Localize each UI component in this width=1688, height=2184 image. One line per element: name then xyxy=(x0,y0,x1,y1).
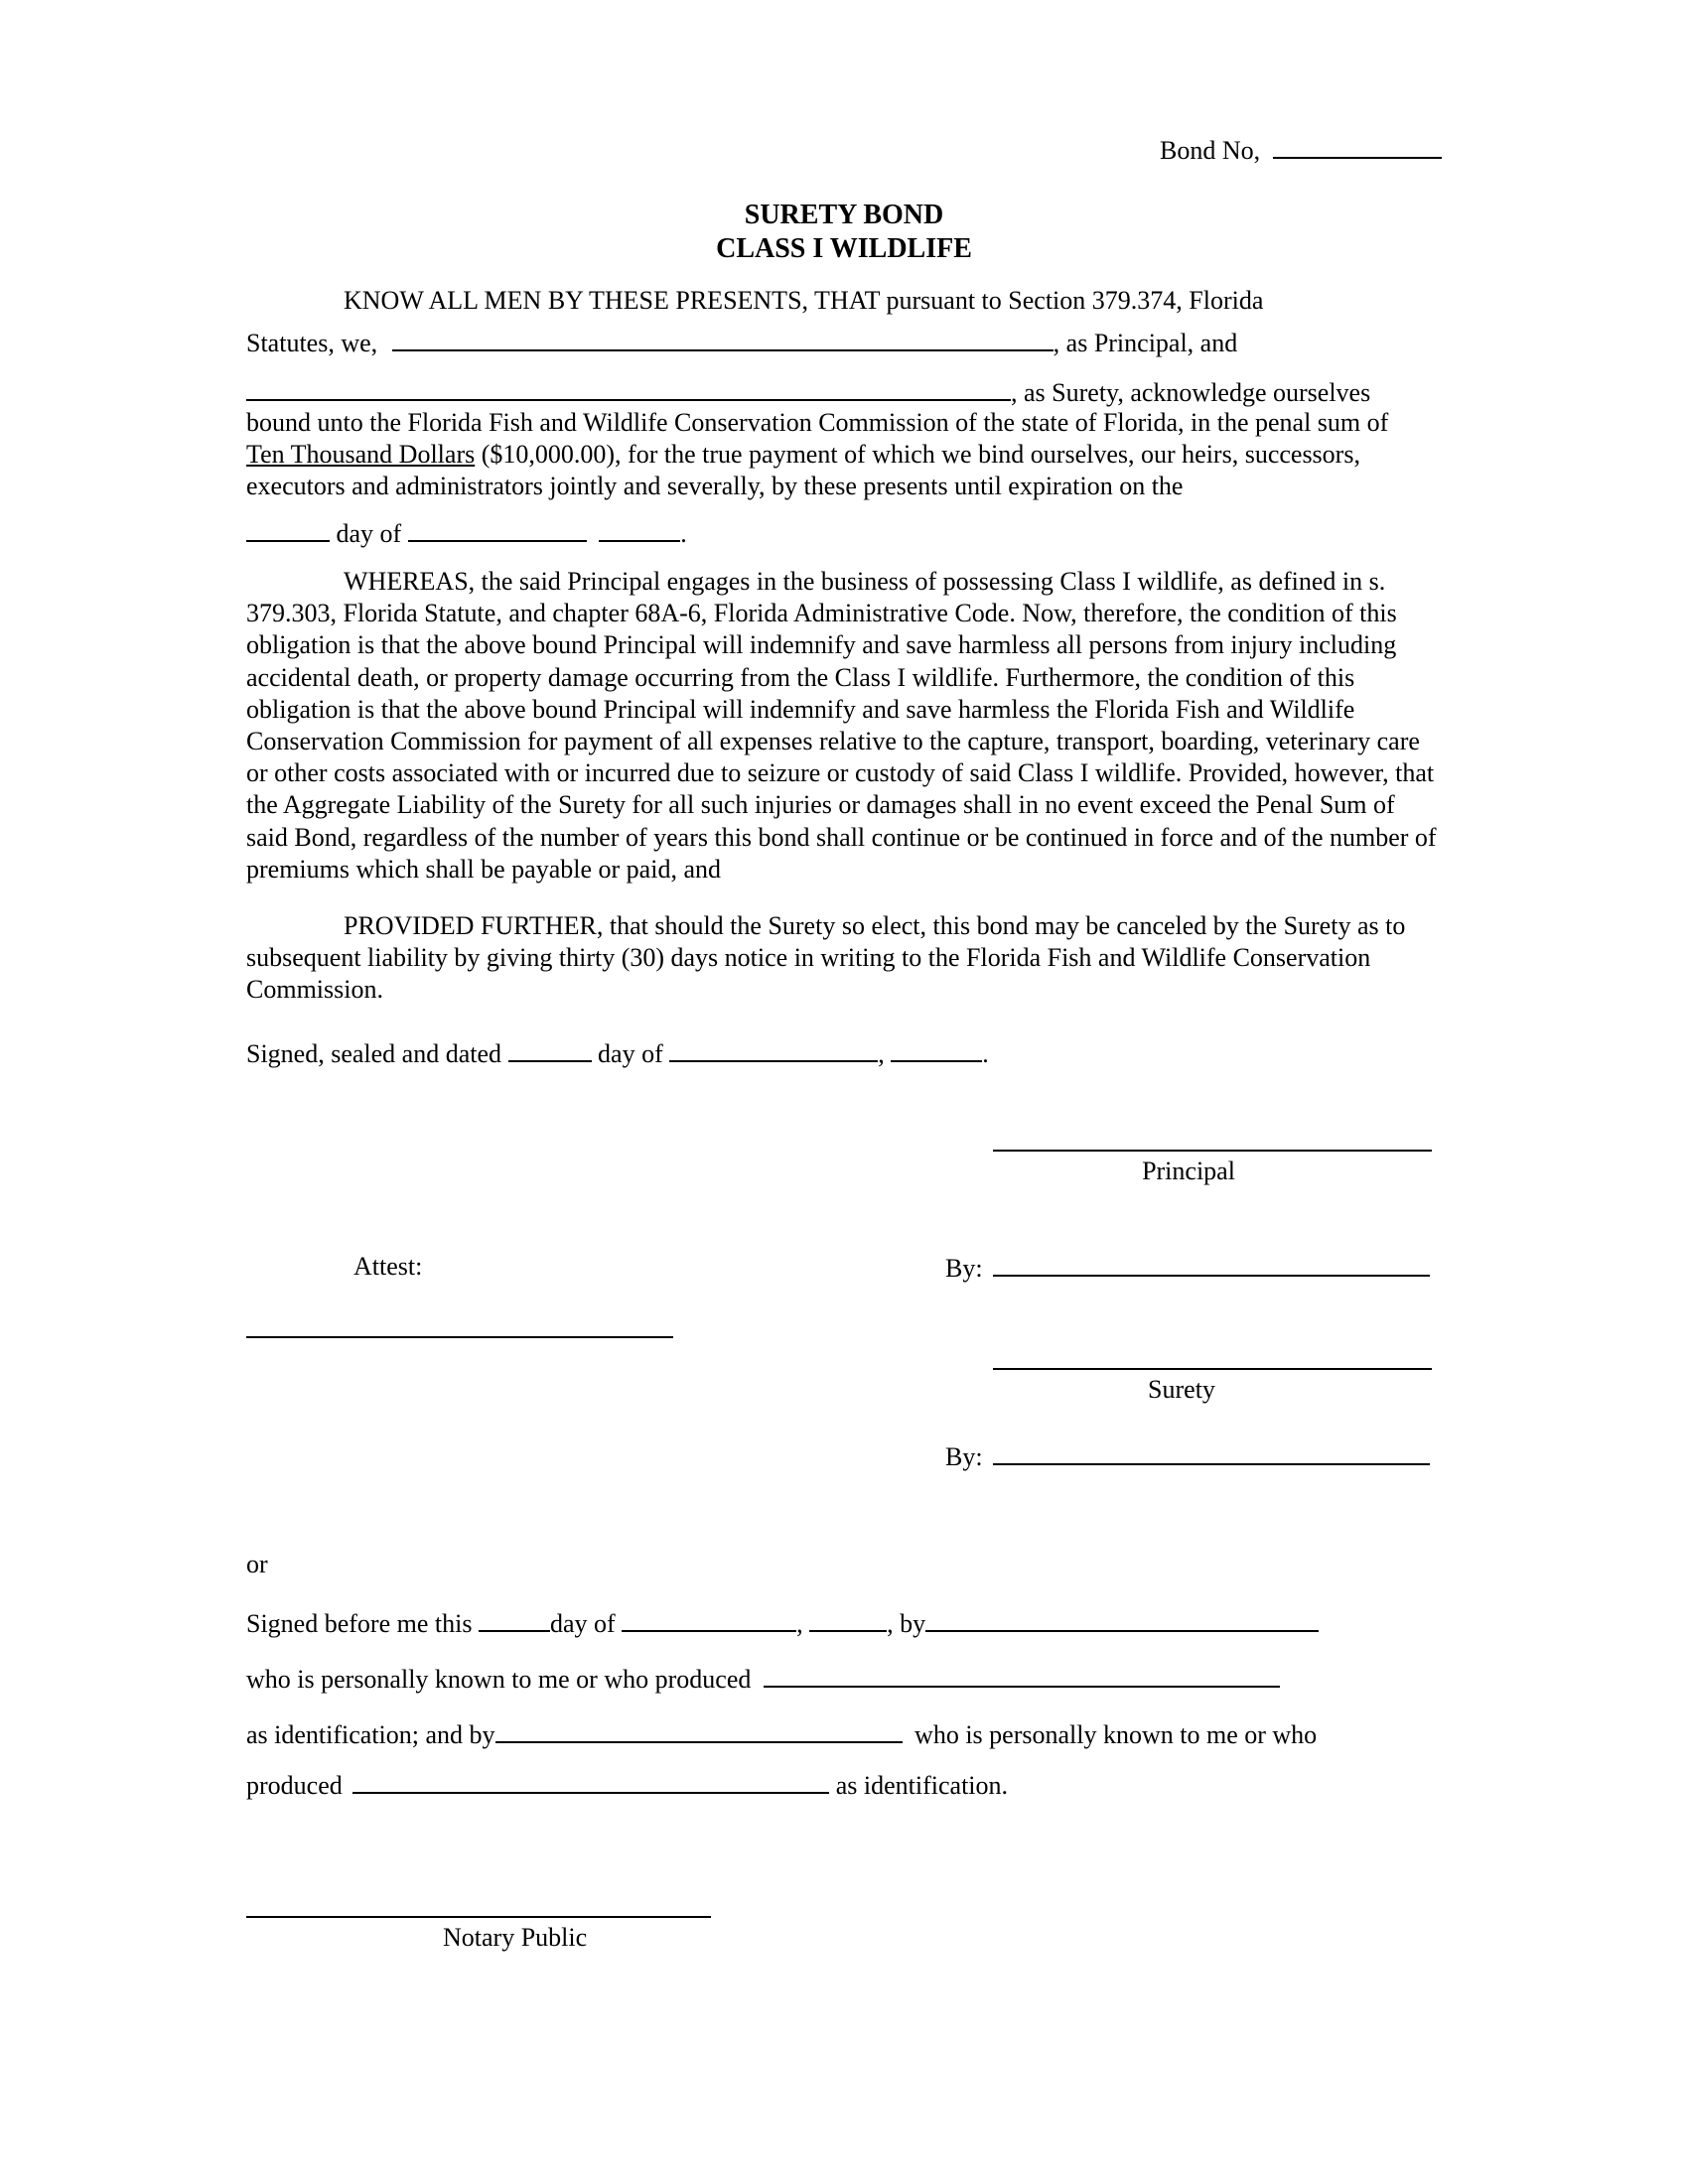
whereas-paragraph xyxy=(246,566,1438,886)
principal-row xyxy=(246,326,1237,359)
document-subtitle: CLASS I WILDLIFE xyxy=(716,233,972,264)
signed-before-row xyxy=(246,1606,1319,1640)
surety-row xyxy=(246,375,1370,409)
signed-year-field[interactable] xyxy=(891,1036,982,1062)
penal-sum-words: Ten Thousand Dollars xyxy=(246,440,476,470)
as-identification-and-by-label: as identification; and by xyxy=(246,1720,495,1749)
expiration-day-of-label: day of xyxy=(336,519,402,548)
second-signer-field[interactable] xyxy=(495,1717,903,1743)
notary-public-label: Notary Public xyxy=(443,1923,588,1952)
identification-produced-field[interactable] xyxy=(764,1662,1280,1688)
signed-sealed-row xyxy=(246,1036,989,1070)
provided-further-paragraph xyxy=(246,910,1438,1007)
intro-body-end: ($10,000.00), for the true payment of which we bind ourselves, our heirs, successors, executors and administrators jointly and severally, by these presents until expiration on the xyxy=(246,440,1360,501)
by-row-2 xyxy=(945,1439,1430,1473)
notary-day-of-label: day of xyxy=(549,1609,616,1638)
signed-before-label: Signed before me this xyxy=(246,1609,473,1638)
notary-day-field[interactable] xyxy=(479,1606,550,1632)
notary-year-field[interactable] xyxy=(809,1606,887,1632)
surety-name-field[interactable] xyxy=(246,375,1011,401)
bond-number-row xyxy=(1160,133,1442,167)
intro-body xyxy=(246,407,1418,503)
surety-by-field[interactable] xyxy=(993,1439,1430,1465)
signed-comma: , xyxy=(878,1039,885,1068)
principal-label: Principal xyxy=(1142,1157,1235,1185)
expiration-period: . xyxy=(680,519,687,548)
notary-comma: , xyxy=(796,1609,803,1638)
expiration-row xyxy=(246,516,687,550)
attest-signature-line[interactable] xyxy=(246,1336,673,1338)
by-label-1: By: xyxy=(945,1254,983,1283)
as-surety-label: , as Surety, acknowledge ourselves xyxy=(1011,378,1371,407)
surety-label: Surety xyxy=(1148,1375,1215,1404)
expiration-day-field[interactable] xyxy=(246,516,330,542)
by-row-1 xyxy=(945,1251,1430,1285)
personally-known-row xyxy=(246,1662,1280,1696)
signed-day-of-label: day of xyxy=(598,1039,663,1068)
intro-body-start: bound unto the Florida Fish and Wildlife Conservation Commission of the state of Florida, in the penal sum of xyxy=(246,408,1389,437)
as-identification-label: as identification. xyxy=(835,1771,1009,1800)
by-label-2: By: xyxy=(945,1442,983,1471)
provided-further-text: PROVIDED FURTHER, that should the Surety so elect, this bond may be canceled by the Surety as to subsequent liability by giving thirty (30) days notice in writing to the Florida Fish and Wildlife Conservation Commission. xyxy=(246,911,1406,1005)
personally-known-label: who is personally known to me or who produced xyxy=(246,1665,752,1694)
notary-signature-line[interactable] xyxy=(246,1916,711,1918)
principal-name-field[interactable] xyxy=(392,326,1054,351)
notary-month-field[interactable] xyxy=(622,1606,796,1632)
signed-month-field[interactable] xyxy=(669,1036,878,1062)
statutes-we-label: Statutes, we, xyxy=(246,329,378,357)
produced-label: produced xyxy=(246,1771,343,1800)
signed-sealed-label: Signed, sealed and dated xyxy=(246,1039,502,1068)
notary-by-label: , by xyxy=(887,1609,926,1638)
bond-no-label: Bond No, xyxy=(1160,136,1261,165)
notary-signer-field[interactable] xyxy=(925,1606,1319,1632)
who-personally-known-label: who is personally known to me or who xyxy=(914,1720,1318,1749)
expiration-year-field[interactable] xyxy=(599,516,680,542)
whereas-text: WHEREAS, the said Principal engages in the business of possessing Class I wildlife, as defined in s. 379.303, Florida Statute, and chapter 68A-6, Florida Administrative Code. Now, therefore, the condition of this obligation is that the above bound Principal will indemnify and save harmless all persons from injury including accidental death, or property damage occurring from the Class I wildlife. Furthermore, the condition of this obligation is that the above bound Principal will indemnify and save harmless the Florida Fish and Wildlife Conservation Commission for payment of all expenses relative to the capture, transport, boarding, veterinary care or other costs associated with or incurred due to seizure or custody of said Class I wildlife. Provided, however, that the Aggregate Liability of the Surety for all such injuries or damages shall in no event exceed the Penal Sum of said Bond, regardless of the number of years this bond shall continue or be continued in force and of the number of premiums which shall be payable or paid, and xyxy=(246,567,1437,884)
second-identification-field[interactable] xyxy=(352,1768,829,1794)
attest-label: Attest: xyxy=(353,1252,423,1281)
surety-signature-line[interactable] xyxy=(993,1368,1432,1370)
principal-by-field[interactable] xyxy=(993,1251,1430,1277)
produced-row xyxy=(246,1768,1008,1802)
bond-no-field[interactable] xyxy=(1273,133,1442,159)
signed-day-field[interactable] xyxy=(508,1036,592,1062)
identification-and-by-row xyxy=(246,1717,1317,1751)
or-label: or xyxy=(246,1550,268,1578)
intro-line-1: KNOW ALL MEN BY THESE PRESENTS, THAT pursuant to Section 379.374, Florida xyxy=(344,286,1264,315)
as-principal-label: , as Principal, and xyxy=(1053,329,1238,357)
document-title: SURETY BOND xyxy=(744,200,944,230)
expiration-month-field[interactable] xyxy=(408,516,587,542)
signed-period: . xyxy=(982,1039,989,1068)
principal-signature-line[interactable] xyxy=(993,1150,1432,1152)
